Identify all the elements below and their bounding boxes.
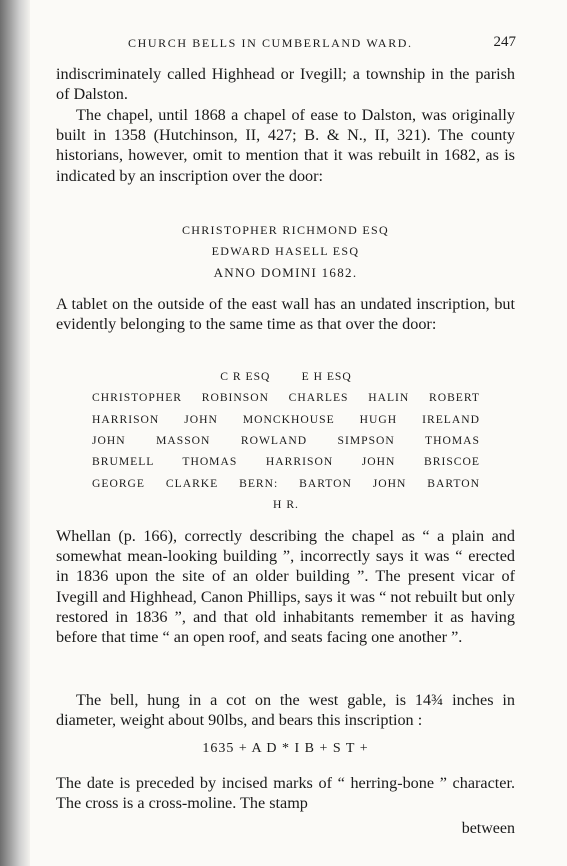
paragraph-tablet: A tablet on the outside of the east wall has an undated inscription, but evidently belonging to the same time as that over the door: [56, 295, 515, 334]
paragraph-whellan: Whellan (p. 166), correctly describing the chapel as “ a plain and somewhat mean-looking building ”, incorrectly says it was “ erected in 1836 upon the site of an older building ”. The present vicar of Ivegill and Highhead, Canon Phillips, says it was “ not rebuilt but only restored in 1836 ”, and that old inhabitants remember it as having before that time “ an open roof, and seats facing one another ”. [56, 527, 515, 647]
tablet-inscription [92, 366, 480, 515]
paragraph-date-marks: The date is preceded by incised marks of “ herring-bone ” character. The cross is a cross-moline. The stamp [56, 774, 515, 813]
tablet-inscription-line: HARRISON JOHN MONCKHOUSE HUGH IRELAND [92, 412, 480, 426]
paragraph-township: indiscriminately called Highhead or Ivegill; a township in the parish of Dalston. [56, 65, 515, 104]
tablet-inscription-line: C R ESQ E H ESQ [220, 370, 352, 384]
tablet-inscription-line: BRUMELL THOMAS HARRISON JOHN BRISCOE [92, 455, 480, 469]
door-inscription-line: ANNO DOMINI 1682. [213, 265, 358, 280]
tablet-inscription-line: H R. [273, 497, 299, 511]
tablet-inscription-line: CHRISTOPHER ROBINSON CHARLES HALIN ROBERT [92, 391, 480, 405]
tablet-inscription-line: GEORGE CLARKE BERN: BARTON JOHN BARTON [92, 476, 480, 490]
bell-inscription: 1635 + A D * I B + S T + [202, 741, 369, 756]
paragraph-bell: The bell, hung in a cot on the west gable, is 14¾ inches in diameter, weight about 90lbs, and bears this inscription : [56, 691, 515, 730]
page-number: 247 [493, 34, 516, 50]
door-inscription [56, 220, 515, 283]
tablet-inscription-line: JOHN MASSON ROWLAND SIMPSON THOMAS [92, 434, 480, 448]
door-inscription-line: EDWARD HASELL ESQ [211, 244, 360, 258]
running-head: CHURCH BELLS IN CUMBERLAND WARD. [128, 36, 413, 50]
door-inscription-line: CHRISTOPHER RICHMOND ESQ [181, 223, 389, 237]
paragraph-chapel-history: The chapel, until 1868 a chapel of ease to Dalston, was originally built in 1358 (Hutchinson, II, 427; B. & N., II, 321). The county historians, however, omit to mention that it was rebuilt in 1682, as is indicated by an inscription over the door: [56, 106, 515, 185]
page-header [56, 34, 516, 54]
page-gutter-shadow [0, 0, 30, 866]
catchword: between [461, 820, 515, 837]
